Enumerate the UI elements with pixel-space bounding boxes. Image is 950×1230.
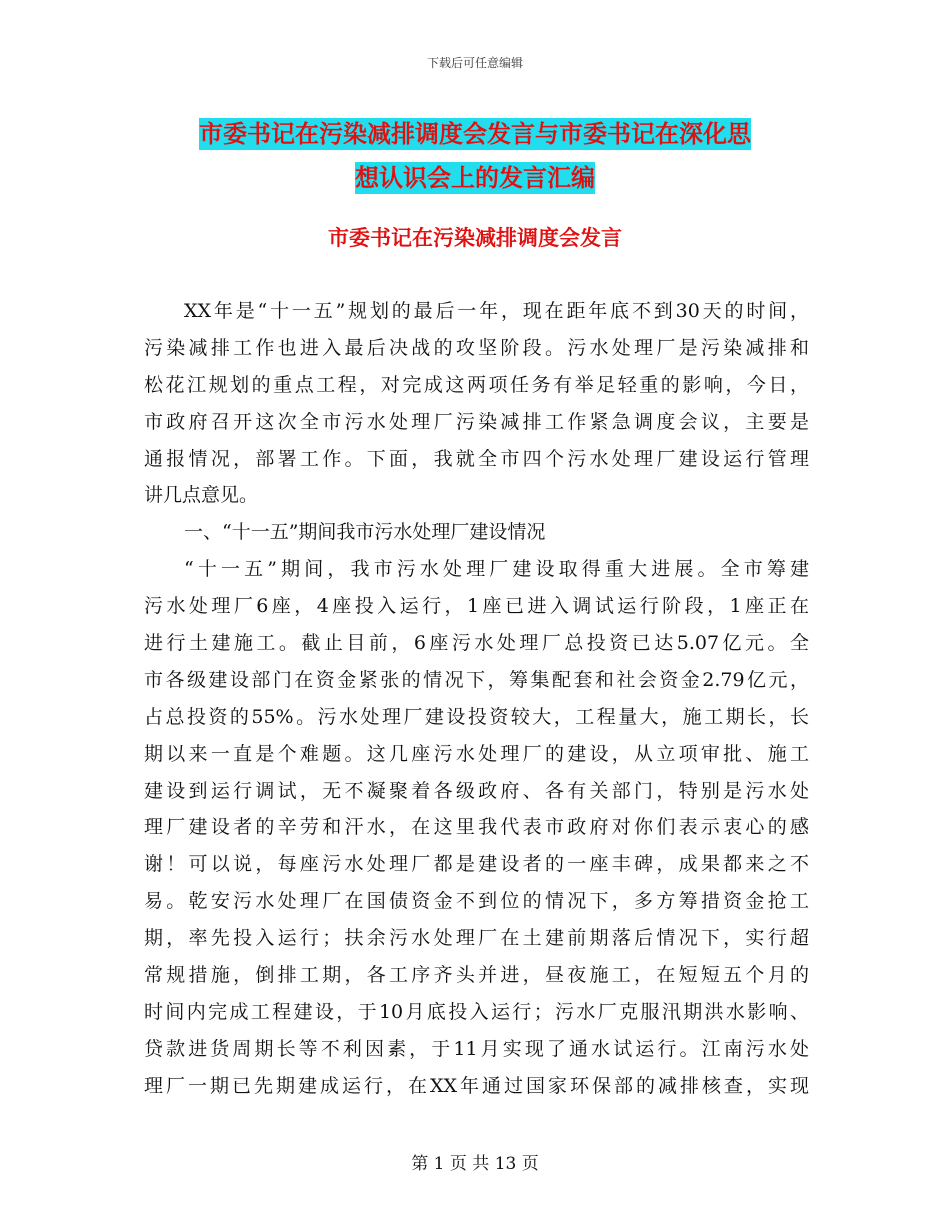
paragraph-line: 理厂建设者的辛劳和汗水，在这里我代表市政府对你们表示衷心的感 bbox=[144, 816, 809, 839]
paragraph-line: XX年是“十一五”规划的最后一年，现在距年底不到30天的时间， bbox=[184, 300, 809, 322]
document-title-line-2: 想认识会上的发言汇编 bbox=[355, 164, 595, 192]
subsection-heading: 一、“十一五”期间我市污水处理厂建设情况 bbox=[184, 521, 546, 544]
paragraph-line: 期以来一直是个难题。这几座污水处理厂的建设，从立项审批、施工 bbox=[144, 742, 809, 765]
paragraph-line: 期，率先投入运行；扶余污水处理厂在土建前期落后情况下，实行超 bbox=[144, 927, 809, 950]
body-text bbox=[144, 293, 809, 1105]
paragraph-line: 理厂一期已先期建成运行，在XX年通过国家环保部的减排核查，实现 bbox=[144, 1074, 809, 1097]
paragraph-line: 进行土建施工。截止目前，6座污水处理厂总投资已达5.07亿元。全 bbox=[144, 632, 809, 655]
header-note: 下载后可任意编辑 bbox=[426, 56, 523, 70]
paragraph-line: 时间内完成工程建设，于10月底投入运行；污水厂克服汛期洪水影响、 bbox=[144, 1000, 809, 1023]
section-title: 市委书记在污染减排调度会发言 bbox=[328, 226, 622, 250]
paragraph-line: 污水处理厂6座，4座投入运行，1座已进入调试运行阶段，1座正在 bbox=[144, 595, 809, 618]
paragraph-line: 市政府召开这次全市污水处理厂污染减排工作紧急调度会议，主要是 bbox=[144, 410, 809, 433]
paragraph-line: “十一五”期间，我市污水处理厂建设取得重大进展。全市筹建 bbox=[184, 558, 809, 581]
paragraph-line: 易。乾安污水处理厂在国债资金不到位的情况下，多方筹措资金抢工 bbox=[144, 890, 809, 913]
paragraph-line: 占总投资的55%。污水处理厂建设投资较大，工程量大，施工期长，长 bbox=[144, 705, 809, 728]
paragraph-line: 市各级建设部门在资金紧张的情况下，筹集配套和社会资金2.79亿元， bbox=[144, 668, 809, 691]
paragraph-line: 松花江规划的重点工程，对完成这两项任务有举足轻重的影响，今日， bbox=[144, 373, 809, 396]
paragraph-line: 通报情况，部署工作。下面，我就全市四个污水处理厂建设运行管理 bbox=[144, 447, 809, 470]
paragraph-line: 建设到运行调试，无不凝聚着各级政府、各有关部门，特别是污水处 bbox=[144, 779, 809, 802]
paragraph-line: 贷款进货周期长等不利因素，于11月实现了通水试运行。江南污水处 bbox=[144, 1037, 809, 1060]
paragraph-line: 谢！可以说，每座污水处理厂都是建设者的一座丰碑，成果都来之不 bbox=[144, 853, 809, 876]
paragraph-line: 污染减排工作也进入最后决战的攻坚阶段。污水处理厂是污染减排和 bbox=[144, 336, 809, 359]
page-number-footer: 第 1 页 共 13 页 bbox=[411, 1154, 539, 1174]
paragraph-line: 讲几点意见。 bbox=[144, 484, 259, 507]
document-title bbox=[150, 112, 800, 200]
paragraph-line: 常规措施，倒排工期，各工序齐头并进，昼夜施工，在短短五个月的 bbox=[144, 964, 809, 987]
document-title-line-1: 市委书记在污染减排调度会发言与市委书记在深化思 bbox=[199, 120, 751, 148]
